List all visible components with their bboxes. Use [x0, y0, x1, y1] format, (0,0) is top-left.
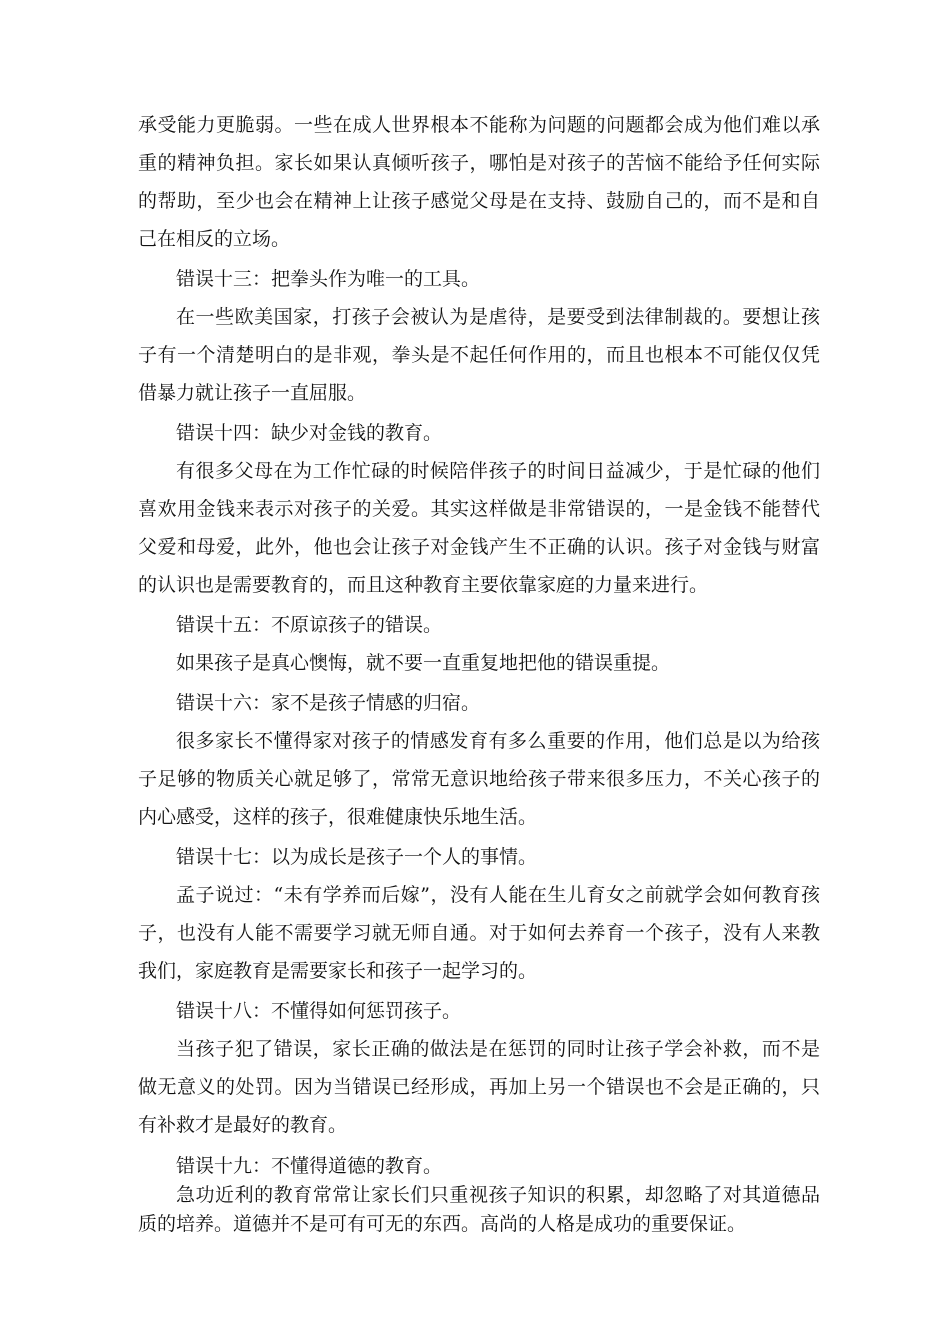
- paragraph-error-13: 在一些欧美国家，打孩子会被认为是虐待，是要受到法律制裁的。要想让孩子有一个清楚明白的是非观，拳头是不起任何作用的，而且也根本不可能仅仅凭借暴力就让孩子一直屈服。: [138, 306, 820, 404]
- heading-error-14: 错误十四：缺少对金钱的教育。: [176, 422, 443, 444]
- paragraph-error-14: 有很多父母在为工作忙碌的时候陪伴孩子的时间日益减少，于是忙碌的他们喜欢用金钱来表示对孩子的关爱。其实这样做是非常错误的，一是金钱不能替代父爱和母爱，此外，他也会让孩子对金钱产生不正确的认识。孩子对金钱与财富的认识也是需要教育的，而且这种教育主要依靠家庭的力量来进行。: [138, 460, 820, 596]
- paragraph-continued: 承受能力更脆弱。一些在成人世界根本不能称为问题的问题都会成为他们难以承重的精神负担。家长如果认真倾听孩子，哪怕是对孩子的苦恼不能给予任何实际的帮助，至少也会在精神上让孩子感觉父母是在支持、鼓励自己的，而不是和自己在相反的立场。: [138, 114, 820, 250]
- paragraph-error-16: 很多家长不懂得家对孩子的情感发育有多么重要的作用，他们总是以为给孩子足够的物质关心就足够了，常常无意识地给孩子带来很多压力，不关心孩子的内心感受，这样的孩子，很难健康快乐地生活。: [138, 730, 820, 828]
- heading-error-16: 错误十六：家不是孩子情感的归宿。: [176, 692, 481, 714]
- heading-error-13: 错误十三：把拳头作为唯一的工具。: [176, 268, 481, 290]
- document-page: [138, 106, 820, 1239]
- paragraph-error-15: 如果孩子是真心懊悔，就不要一直重复地把他的错误重提。: [176, 652, 671, 674]
- heading-error-17: 错误十七：以为成长是孩子一个人的事情。: [176, 846, 538, 868]
- paragraph-error-18: 当孩子犯了错误，家长正确的做法是在惩罚的同时让孩子学会补救，而不是做无意义的处罚。因为当错误已经形成，再加上另一个错误也不会是正确的，只有补救才是最好的教育。: [138, 1038, 820, 1136]
- paragraph-error-19: 急功近利的教育常常让家长们只重视孩子知识的积累，却忽略了对其道德品质的培养。道德并不是可有可无的东西。高尚的人格是成功的重要保证。: [138, 1184, 820, 1235]
- heading-error-18: 错误十八：不懂得如何惩罚孩子。: [176, 1000, 462, 1022]
- paragraph-error-17: 孟子说过：“未有学养而后嫁”，没有人能在生儿育女之前就学会如何教育孩子，也没有人能不需要学习就无师自通。对于如何去养育一个孩子，没有人来教我们，家庭教育是需要家长和孩子一起学习的。: [138, 884, 820, 982]
- heading-error-19: 错误十九：不懂得道德的教育。: [176, 1155, 443, 1177]
- heading-error-15: 错误十五：不原谅孩子的错误。: [176, 614, 443, 636]
